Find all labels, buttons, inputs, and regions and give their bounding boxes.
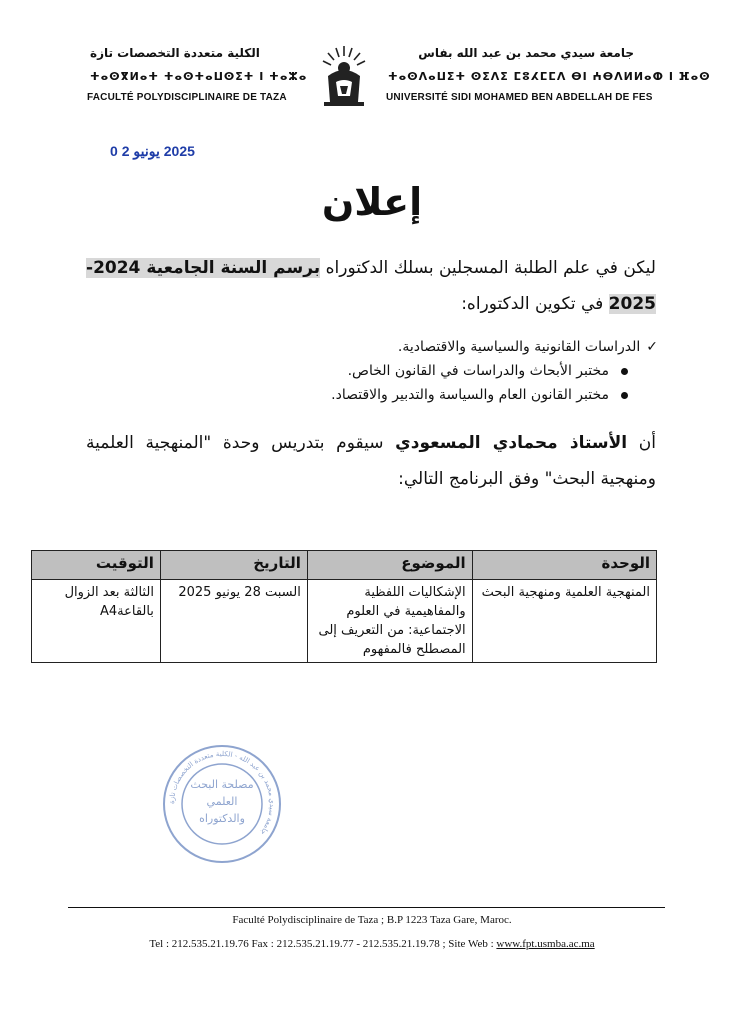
intro-paragraph <box>86 250 656 322</box>
footer-contacts <box>0 938 744 950</box>
stamp-center-text: مصلحة البحث العلمي والدكتوراه <box>190 778 254 825</box>
intro-text-1: ليكن في علم الطلبة المسجلين بسلك الدكتوراه <box>320 258 656 278</box>
university-name-tifinagh: ⵜⴰⵙⴷⴰⵡⵉⵜ ⵙⵉⴷⵉ ⵎⵓⵃⵎⵎⴷ ⴱⵏ ⵄⴱⴷⵍⵍⴰⵀ ⵏ ⴼⴰⵙ <box>388 70 711 83</box>
faculty-name-tifinagh: ⵜⴰⵙⴳⵍⴰⵜ ⵜⴰⵙⵜⴰⵡⵙⵉⵜ ⵏ ⵜⴰⵣⴰ <box>90 70 308 83</box>
professor-name: الأستاذ محمادي المسعودي <box>395 433 628 453</box>
faculty-name-fr: FACULTÉ POLYDISCIPLINAIRE DE TAZA <box>87 92 287 103</box>
header-unit: الوحدة <box>472 551 656 580</box>
lab-item <box>158 383 628 407</box>
footer-contacts-text: Tel : 212.535.21.19.76 Fax : 212.535.21.19.77 - 212.535.21.19.78 ; Site Web : <box>149 938 497 950</box>
website-link[interactable]: www.fpt.usmba.ac.ma <box>496 938 595 950</box>
stamp-ring-text: جامعة سيدي محمد بن عبد الله - الكلية متعددة التخصصات تازة <box>167 749 277 837</box>
announcement-text-2: سيقوم بتدريس وحدة "المنهجية العلمية ومنهجية البحث" وفق البرنامج التالي: <box>86 433 656 489</box>
announcement-paragraph <box>86 425 656 497</box>
official-stamp <box>160 742 284 866</box>
schedule-table-wrapper <box>31 550 657 663</box>
schedule-table <box>31 550 657 663</box>
intro-text-2: في تكوين الدكتوراه: <box>461 294 609 314</box>
faculty-name-ar: الكلية متعددة التخصصات تازة <box>90 46 260 60</box>
header-date: التاريخ <box>160 551 307 580</box>
lab-label: مختبر الأبحاث والدراسات في القانون الخاص. <box>347 363 609 379</box>
lab-item <box>158 359 628 383</box>
bullet-icon <box>621 392 628 399</box>
table-header-row <box>32 551 657 580</box>
university-name-fr: UNIVERSITÉ SIDI MOHAMED BEN ABDELLAH DE FES <box>386 92 653 103</box>
cell-date: السبت 28 يونيو 2025 <box>160 580 307 663</box>
footer-address: Faculté Polydisciplinaire de Taza ; B.P 1223 Taza Gare, Maroc. <box>232 914 512 926</box>
program-list <box>158 335 658 407</box>
cell-unit: المنهجية العلمية ومنهجية البحث <box>472 580 656 663</box>
date-stamp: 2025 يونيو 2 0 <box>110 143 195 159</box>
footer-divider <box>68 907 665 908</box>
table-row <box>32 580 657 663</box>
university-logo <box>314 42 374 108</box>
lab-label: مختبر القانون العام والسياسة والتدبير والاقتصاد. <box>331 387 609 403</box>
page-title: إعلان <box>321 180 423 224</box>
bullet-icon <box>621 368 628 375</box>
announcement-text-1: أن <box>627 433 656 453</box>
program-main-label: الدراسات القانونية والسياسية والاقتصادية. <box>397 339 641 355</box>
university-name-ar: جامعة سيدي محمد بن عبد الله بفاس <box>418 46 634 60</box>
check-mark-icon: ✓ <box>646 339 658 355</box>
header-topic: الموضوع <box>307 551 472 580</box>
cell-time: الثالثة بعد الزوال بالقاعةA4 <box>32 580 161 663</box>
header-time: التوقيت <box>32 551 161 580</box>
cell-topic: الإشكاليات اللفظية والمفاهيمية في العلوم الاجتماعية: من التعريف إلى المصطلح فالمفهوم <box>307 580 472 663</box>
academic-year-highlight: برسم السنة الجامعية 2024-2025 <box>86 258 656 314</box>
program-main-item <box>158 335 658 359</box>
